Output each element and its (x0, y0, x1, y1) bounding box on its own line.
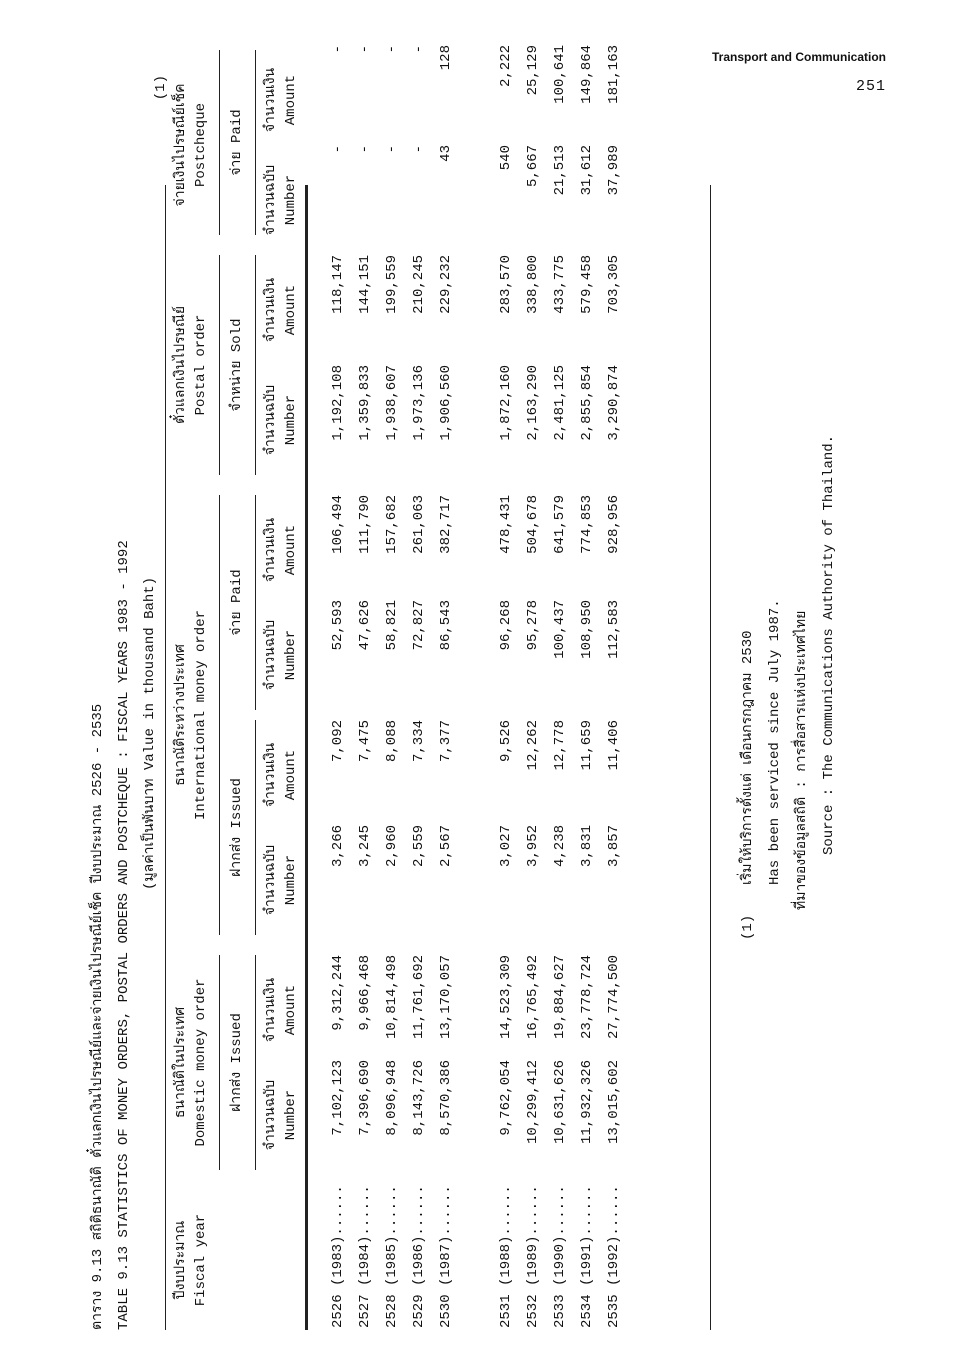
rule-domestic-issued (255, 955, 256, 1170)
cell-fiscal-year: 2526 (1983)...... (330, 1185, 346, 1328)
column-header-th: จำนวนฉบับ (263, 844, 279, 916)
title-unit: (มูลค่าเป็นพันบาท Value in thousand Baht) (142, 576, 158, 890)
cell-c-amt: 128 (438, 45, 454, 71)
cell-c-amt: 149,864 (579, 45, 595, 104)
cell-p-num: 3,290,874 (606, 365, 622, 441)
cell-d-amt: 9,966,468 (357, 955, 373, 1031)
column-header-th: จำนวนฉบับ (263, 384, 279, 456)
cell-ii-num: 3,857 (606, 825, 622, 868)
cell-ii-num: 4,238 (552, 825, 568, 868)
cell-c-amt: - (330, 45, 346, 54)
cell-d-amt: 11,761,692 (411, 955, 427, 1040)
cell-ii-num: 3,245 (357, 825, 373, 868)
cell-p-num: 1,973,136 (411, 365, 427, 441)
cell-c-num: - (384, 145, 400, 154)
cell-c-amt: 2,222 (498, 45, 514, 88)
cell-c-amt: - (357, 45, 373, 54)
column-header-th: จำนวนฉบับ (263, 619, 279, 691)
cell-ip-amt: 504,678 (525, 495, 541, 554)
cell-ii-num: 2,960 (384, 825, 400, 868)
cell-d-num: 11,932,326 (579, 1060, 595, 1145)
column-header-en: Number (283, 854, 299, 906)
footnotes (735, 435, 843, 940)
cell-ip-num: 58,821 (384, 600, 400, 651)
cell-d-amt: 9,312,244 (330, 955, 346, 1031)
header-fiscal-year-th: ปีงบประมาณ (173, 1220, 189, 1300)
cell-p-amt: 338,800 (525, 255, 541, 314)
cell-ii-amt: 8,088 (384, 720, 400, 763)
column-header-ip-num (261, 600, 301, 710)
header-postal-th: ตั๋วแลกเงินไปรษณีย์ (173, 305, 189, 425)
cell-p-num: 1,872,160 (498, 365, 514, 441)
footnote-mark: (1) (740, 914, 756, 940)
rule-international (219, 495, 220, 935)
cell-d-num: 8,570,386 (438, 1060, 454, 1136)
cell-ii-amt: 7,475 (357, 720, 373, 763)
cell-p-amt: 433,775 (552, 255, 568, 314)
header-fiscal-year (171, 1190, 211, 1330)
cell-d-num: 7,102,123 (330, 1060, 346, 1136)
column-header-ii-num (261, 825, 301, 935)
header-fiscal-year-en: Fiscal year (193, 1213, 209, 1307)
cell-d-num: 8,143,726 (411, 1060, 427, 1136)
header-international-th: ธนาณัติระหว่างประเทศ (173, 644, 189, 786)
source-thai: ที่มาของข้อมูลสถิติ : การสื่อสารแห่งประเทศไทย (794, 610, 810, 910)
cell-c-amt: 25,129 (525, 45, 541, 96)
section-name: Transport and Communication (711, 50, 886, 64)
cell-p-amt: 144,151 (357, 255, 373, 314)
column-header-en: Number (283, 629, 299, 681)
header-postal (171, 255, 211, 475)
column-header-th: จำนวนฉบับ (263, 1079, 279, 1151)
column-header-th: จำนวนฉบับ (263, 164, 279, 236)
cell-c-num: 5,667 (525, 145, 541, 188)
cell-c-num: 540 (498, 145, 514, 171)
cell-ii-num: 3,952 (525, 825, 541, 868)
cell-ip-amt: 382,717 (438, 495, 454, 554)
cell-c-num: - (330, 145, 346, 154)
column-header-en: Number (283, 1089, 299, 1141)
column-header-p-amt (261, 255, 301, 365)
cell-p-num: 2,481,125 (552, 365, 568, 441)
column-header-en: Number (283, 394, 299, 446)
title-english: TABLE 9.13 STATISTICS OF MONEY ORDERS, POSTAL ORDERS AND POSTCHEQUE : FISCAL YEARS 1983 - 1992 (116, 540, 132, 1330)
cell-c-num: 21,513 (552, 145, 568, 196)
cell-ip-num: 72,827 (411, 600, 427, 651)
cell-ip-num: 47,626 (357, 600, 373, 651)
subheader-postal-sold: จำหน่าย Sold (229, 318, 245, 412)
column-header-d-amt (261, 955, 301, 1065)
cell-c-num: 37,989 (606, 145, 622, 196)
cell-p-amt: 118,147 (330, 255, 346, 314)
subheader-postcheque-paid: จ่าย Paid (229, 109, 245, 176)
rule-postcheque (219, 50, 220, 235)
cell-d-num: 13,015,602 (606, 1060, 622, 1145)
header-domestic (171, 955, 211, 1170)
cell-c-amt: - (384, 45, 400, 54)
cell-d-amt: 19,884,627 (552, 955, 568, 1040)
header-postcheque-en: Postcheque (193, 103, 209, 188)
cell-ip-amt: 478,431 (498, 495, 514, 554)
cell-fiscal-year: 2532 (1989)...... (525, 1185, 541, 1328)
column-header-th: จำนวนเงิน (263, 977, 279, 1043)
header-postal-en: Postal order (193, 314, 209, 416)
cell-d-num: 8,096,948 (384, 1060, 400, 1136)
cell-ip-amt: 111,790 (357, 495, 373, 554)
column-header-th: จำนวนเงิน (263, 517, 279, 583)
header-international-en: International money order (193, 609, 209, 821)
cell-c-num: 43 (438, 145, 454, 162)
column-header-c-amt (261, 45, 301, 155)
rule-postal-sold (255, 255, 256, 475)
cell-ii-amt: 12,262 (525, 720, 541, 771)
footnote-english: Has been serviced since July 1987. (767, 599, 783, 885)
cell-ip-amt: 641,579 (552, 495, 568, 554)
subheader-domestic-issued: ฝากส่ง Issued (229, 1013, 245, 1112)
cell-ii-amt: 7,334 (411, 720, 427, 763)
cell-fiscal-year: 2535 (1992)...... (606, 1185, 622, 1328)
cell-fiscal-year: 2530 (1987)...... (438, 1185, 454, 1328)
cell-p-num: 1,938,607 (384, 365, 400, 441)
cell-ip-num: 52,593 (330, 600, 346, 651)
rule-postcheque-paid (255, 50, 256, 235)
table-title (85, 130, 163, 1330)
cell-p-num: 1,359,833 (357, 365, 373, 441)
cell-ip-amt: 157,682 (384, 495, 400, 554)
cell-d-amt: 16,765,492 (525, 955, 541, 1040)
cell-d-amt: 23,778,724 (579, 955, 595, 1040)
cell-d-num: 10,299,412 (525, 1060, 541, 1145)
cell-ii-num: 2,567 (438, 825, 454, 868)
cell-c-amt: - (411, 45, 427, 54)
cell-p-amt: 229,232 (438, 255, 454, 314)
cell-ip-num: 95,278 (525, 600, 541, 651)
header-postcheque (151, 45, 211, 245)
cell-d-amt: 13,170,057 (438, 955, 454, 1040)
cell-ip-amt: 774,853 (579, 495, 595, 554)
cell-ip-num: 112,583 (606, 600, 622, 659)
cell-c-num: - (411, 145, 427, 154)
header-postcheque-th: จ่ายเงินไปรษณีย์เช็ค (173, 83, 189, 207)
cell-fiscal-year: 2533 (1990)...... (552, 1185, 568, 1328)
cell-d-amt: 14,523,309 (498, 955, 514, 1040)
cell-p-amt: 283,570 (498, 255, 514, 314)
cell-p-num: 2,855,854 (579, 365, 595, 441)
cell-d-num: 9,762,054 (498, 1060, 514, 1136)
header-bottom-rule (305, 185, 308, 1330)
cell-ii-amt: 11,659 (579, 720, 595, 771)
rule-domestic (219, 955, 220, 1170)
header-domestic-th: ธนาณัติในประเทศ (173, 1006, 189, 1119)
title-thai: ตาราง 9.13 สถิติธนาณัติ ตั๋วแลกเงินไปรษณีย์และจ่ายเงินไปรษณีย์เช็ค ปีงบประมาณ 2526 - 2535 (90, 703, 106, 1330)
cell-c-amt: 100,641 (552, 45, 568, 104)
cell-p-amt: 210,245 (411, 255, 427, 314)
footnote-thai: เริ่มให้บริการตั้งแต่ เดือนกรกฎาคม 2530 (740, 630, 756, 885)
cell-d-amt: 10,814,498 (384, 955, 400, 1040)
cell-ip-num: 96,268 (498, 600, 514, 651)
cell-d-amt: 27,774,500 (606, 955, 622, 1040)
cell-ip-amt: 261,063 (411, 495, 427, 554)
cell-p-amt: 703,305 (606, 255, 622, 314)
header-international (171, 495, 211, 935)
cell-p-amt: 199,559 (384, 255, 400, 314)
cell-p-num: 2,163,290 (525, 365, 541, 441)
cell-ip-amt: 106,494 (330, 495, 346, 554)
source-english: Source : The Communications Authority of Thailand. (821, 434, 837, 855)
table-bottom-rule (710, 185, 711, 1330)
cell-ip-num: 100,437 (552, 600, 568, 659)
cell-ii-amt: 11,406 (606, 720, 622, 771)
cell-fiscal-year: 2529 (1986)...... (411, 1185, 427, 1328)
cell-p-num: 1,192,108 (330, 365, 346, 441)
cell-p-amt: 579,458 (579, 255, 595, 314)
cell-d-num: 10,631,626 (552, 1060, 568, 1145)
cell-ip-num: 86,543 (438, 600, 454, 651)
rule-postal (219, 255, 220, 475)
cell-c-amt: 181,163 (606, 45, 622, 104)
column-header-d-num (261, 1060, 301, 1170)
cell-d-num: 7,396,690 (357, 1060, 373, 1136)
cell-ii-amt: 12,778 (552, 720, 568, 771)
header-postcheque-mark: (1) (153, 75, 169, 101)
column-header-en: Amount (283, 524, 299, 576)
page-number: 251 (855, 78, 886, 95)
cell-ii-amt: 7,377 (438, 720, 454, 763)
column-header-en: Amount (283, 984, 299, 1036)
column-header-en: Amount (283, 284, 299, 336)
column-header-en: Amount (283, 74, 299, 126)
cell-ii-amt: 7,092 (330, 720, 346, 763)
rule-international-issued (255, 720, 256, 935)
subheader-international-issued: ฝากส่ง Issued (229, 778, 245, 877)
cell-ii-num: 3,266 (330, 825, 346, 868)
cell-ip-num: 108,950 (579, 600, 595, 659)
table-top-rule (165, 185, 166, 1330)
header-domestic-en: Domestic money order (193, 978, 209, 1147)
column-header-th: จำนวนเงิน (263, 742, 279, 808)
cell-c-num: 31,612 (579, 145, 595, 196)
cell-ii-num: 3,831 (579, 825, 595, 868)
rule-international-paid (255, 495, 256, 710)
subheader-international-paid: จ่าย Paid (229, 569, 245, 636)
cell-fiscal-year: 2528 (1985)...... (384, 1185, 400, 1328)
cell-ii-num: 3,027 (498, 825, 514, 868)
column-header-th: จำนวนเงิน (263, 277, 279, 343)
column-header-c-num (261, 145, 301, 255)
cell-p-num: 1,906,560 (438, 365, 454, 441)
cell-ii-num: 2,559 (411, 825, 427, 868)
running-head (712, 50, 886, 95)
cell-ip-amt: 928,956 (606, 495, 622, 554)
column-header-p-num (261, 365, 301, 475)
cell-fiscal-year: 2527 (1984)...... (357, 1185, 373, 1328)
column-header-th: จำนวนเงิน (263, 67, 279, 133)
column-header-en: Number (283, 174, 299, 226)
column-header-ii-amt (261, 720, 301, 830)
cell-fiscal-year: 2531 (1988)...... (498, 1185, 514, 1328)
cell-c-num: - (357, 145, 373, 154)
column-header-ip-amt (261, 495, 301, 605)
cell-ii-amt: 9,526 (498, 720, 514, 763)
column-header-en: Amount (283, 749, 299, 801)
cell-fiscal-year: 2534 (1991)...... (579, 1185, 595, 1328)
